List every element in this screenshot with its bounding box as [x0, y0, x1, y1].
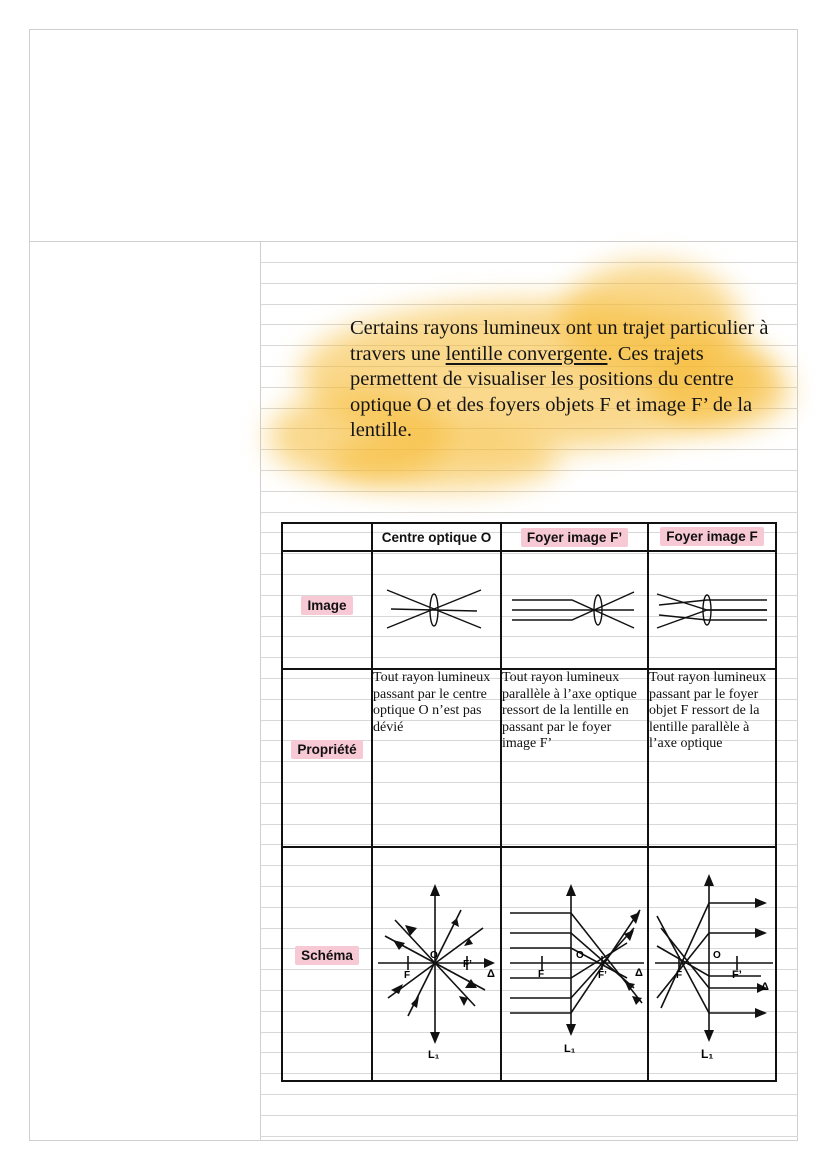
schema-foyer-image: [501, 847, 648, 1081]
header-divider: [29, 241, 798, 242]
intro-paragraph: [350, 316, 780, 444]
table-row-propriete: [282, 669, 776, 847]
image-foyer-objet: [648, 551, 776, 669]
schema2-label-o: O: [576, 950, 584, 961]
row-label-schema: Schéma: [282, 847, 372, 1081]
schema3-label-o: O: [713, 950, 721, 961]
lens-rays-table: [281, 522, 777, 1082]
schema2-label-f: F: [538, 969, 545, 980]
ruled-line: [261, 491, 798, 492]
propriete-foyer-objet: Tout rayon lumineux passant par le foyer objet F ressort de la lentille parallèle à l’axe optique: [648, 669, 776, 847]
schema1-label-fp: F’: [463, 959, 472, 970]
image-foyer-image: [501, 551, 648, 669]
table-header-row: [282, 523, 776, 551]
schema2-label-delta: Δ: [635, 967, 643, 979]
ruled-line: [261, 1094, 798, 1095]
row-label-propriete: Propriété: [282, 669, 372, 847]
header-foyer-objet: Foyer image F: [648, 523, 776, 551]
schema3-label-fp: F’: [732, 969, 742, 981]
schema3-label-f: F: [676, 970, 683, 981]
intro-text-1: Certains rayons lumineux ont un trajet particulier à travers une: [350, 317, 769, 365]
schema1-label-o: O: [430, 950, 438, 961]
schema1-label-f: F: [404, 970, 411, 981]
ruled-line: [261, 512, 798, 513]
ruled-line: [261, 1115, 798, 1116]
schema-foyer-objet: [648, 847, 776, 1081]
table-row-schema: [282, 847, 776, 1081]
header-empty-cell: [282, 523, 372, 551]
ruled-line: [261, 262, 798, 263]
schema3-label-lens: L₁: [701, 1047, 714, 1061]
header-centre-optique: Centre optique O: [372, 523, 501, 551]
intro-keyword: lentille convergente: [445, 342, 608, 365]
header-foyer-image: Foyer image F’: [501, 523, 648, 551]
table-row-image: [282, 551, 776, 669]
margin-divider: [260, 241, 261, 1141]
schema-centre-optique: [372, 847, 501, 1081]
image-centre-optique: [372, 551, 501, 669]
propriete-foyer-image: Tout rayon lumineux parallèle à l’axe optique ressort de la lentille en passant par le foyer image F’: [501, 669, 648, 847]
schema2-label-fp: F’: [598, 970, 607, 981]
schema3-label-delta: Δ: [761, 981, 769, 993]
propriete-centre-optique: Tout rayon lumineux passant par le centre optique O n’est pas dévié: [372, 669, 501, 847]
row-label-image: Image: [282, 551, 372, 669]
ruled-line: [261, 1136, 798, 1137]
schema2-label-lens: L₁: [564, 1043, 576, 1055]
intro-text-2: . Ces trajets permettent de visualiser les positions du centre optique O et des foyers objets F et image F’ de la lentille.: [350, 342, 753, 441]
schema1-label-lens: L₁: [428, 1049, 440, 1061]
schema1-label-delta: Δ: [487, 968, 495, 980]
